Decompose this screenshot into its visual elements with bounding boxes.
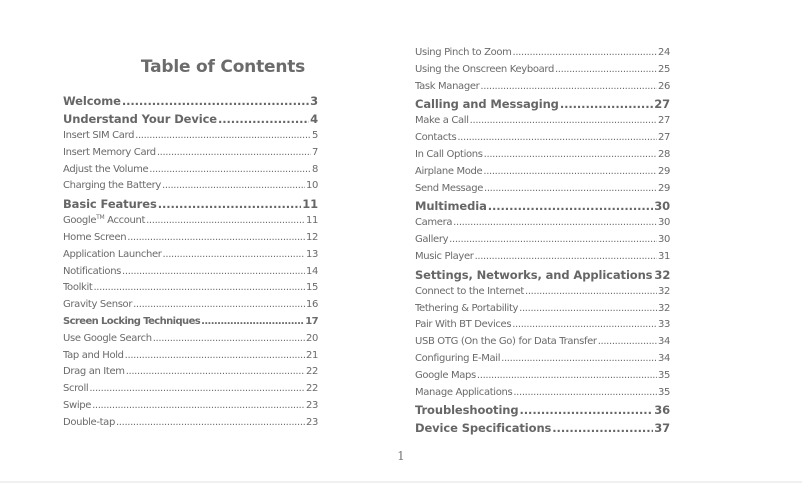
toc-entry-page-number: 37	[654, 421, 670, 436]
toc-entry-page-number: 12	[305, 231, 318, 243]
toc-entry-label: Airplane Mode	[415, 165, 483, 177]
dot-leader	[116, 415, 305, 432]
toc-entry-label: Settings, Networks, and Applications	[415, 267, 653, 282]
toc-entry[interactable]	[63, 280, 318, 297]
dot-leader	[153, 331, 305, 348]
dot-leader	[484, 147, 657, 164]
toc-entry[interactable]	[415, 385, 670, 402]
toc-section-heading[interactable]	[415, 419, 670, 437]
toc-section-heading[interactable]	[63, 110, 318, 128]
dot-leader	[560, 95, 653, 113]
dot-leader	[598, 334, 657, 351]
dot-leader	[453, 215, 657, 232]
dot-leader	[488, 197, 653, 215]
toc-entry-page-number: 26	[657, 80, 670, 92]
toc-entry-page-number: 33	[657, 319, 670, 331]
toc-entry[interactable]	[63, 247, 318, 264]
toc-entry[interactable]	[415, 164, 670, 181]
toc-entry-label: Charging the Battery	[63, 180, 161, 192]
dot-leader	[122, 92, 309, 110]
toc-entry[interactable]	[415, 181, 670, 198]
toc-entry[interactable]	[415, 113, 670, 130]
toc-entry-label: Pair With BT Devices	[415, 319, 512, 331]
toc-entry[interactable]	[415, 368, 670, 385]
dot-leader	[157, 145, 311, 162]
toc-entry-page-number: 13	[305, 248, 318, 260]
toc-entry-label: Device Specifications	[415, 421, 552, 436]
toc-entry-label: Adjust the Volume	[63, 163, 149, 175]
dot-leader	[146, 213, 305, 230]
toc-entry-page-number: 28	[657, 148, 670, 160]
toc-section-heading[interactable]	[415, 266, 670, 284]
toc-entry-page-number: 24	[657, 47, 670, 58]
toc-entry-page-number: 34	[657, 352, 670, 364]
toc-entry-label: Gallery	[415, 234, 449, 246]
dot-leader	[449, 232, 657, 249]
toc-entry-page-number: 30	[654, 199, 670, 214]
toc-entry-label: Multimedia	[415, 199, 487, 214]
toc-entry-label: Insert SIM Card	[63, 130, 135, 141]
toc-entry-page-number: 29	[657, 182, 670, 194]
dot-leader	[93, 280, 305, 297]
toc-entry-page-number: 23	[305, 399, 318, 411]
toc-entry-page-number: 16	[305, 299, 318, 311]
toc-entry-label: Calling and Messaging	[415, 97, 559, 112]
toc-entry-page-number: 35	[657, 386, 670, 398]
toc-entry-label: Task Manager	[415, 80, 480, 92]
toc-entry-page-number: 23	[305, 416, 318, 428]
toc-entry[interactable]	[415, 301, 670, 318]
dot-leader	[158, 195, 302, 213]
toc-entry[interactable]	[63, 128, 318, 145]
toc-entry-page-number: 27	[654, 97, 670, 112]
toc-entry-label: Contacts	[415, 132, 457, 144]
toc-entry-page-number: 30	[657, 234, 670, 246]
toc-entry-page-number: 21	[305, 349, 318, 361]
toc-entry[interactable]	[415, 79, 670, 96]
dot-leader	[480, 79, 657, 96]
toc-entry-label: Use Google Search	[63, 332, 152, 344]
dot-leader	[162, 178, 305, 195]
toc-section-heading[interactable]	[63, 92, 318, 110]
dot-leader	[92, 398, 305, 415]
toc-entry-label: Understand Your Device	[63, 112, 217, 126]
toc-entry-page-number: 20	[305, 332, 318, 344]
toc-entry[interactable]	[415, 62, 670, 79]
dot-leader	[201, 314, 304, 331]
toc-entry-label: Double-tap	[63, 416, 115, 428]
dot-leader	[525, 284, 657, 301]
toc-entry[interactable]	[63, 145, 318, 162]
toc-entry[interactable]	[415, 232, 670, 249]
dot-leader	[457, 130, 657, 147]
toc-section-heading[interactable]	[63, 195, 318, 213]
toc-entry-label: Configuring E-Mail	[415, 352, 501, 364]
toc-entry-page-number: 31	[657, 250, 670, 262]
toc-entry[interactable]	[415, 317, 670, 334]
toc-entry-page-number: 34	[657, 336, 670, 348]
toc-entry-label: Home Screen	[63, 231, 127, 243]
toc-entry-label: Music Player	[415, 250, 474, 262]
toc-entry[interactable]	[415, 249, 670, 266]
toc-entry-page-number: 8	[311, 163, 318, 175]
toc-entry-page-number: 10	[305, 180, 318, 192]
dot-leader	[501, 351, 657, 368]
toc-entry-label: Swipe	[63, 399, 92, 411]
dot-leader	[477, 368, 657, 385]
toc-entry-label: Using the Onscreen Keyboard	[415, 63, 554, 75]
toc-entry-label: Connect to the Internet	[415, 285, 524, 297]
toc-entry[interactable]	[63, 264, 318, 281]
toc-entry-label: Gravity Sensor	[63, 299, 133, 311]
dot-leader	[89, 381, 305, 398]
toc-entry-page-number: 27	[657, 132, 670, 144]
toc-entry-label: Camera	[415, 217, 453, 229]
toc-entry-page-number: 29	[657, 165, 670, 177]
toc-entry-page-number: 17	[305, 315, 318, 327]
trademark-superscript: TM	[96, 214, 105, 222]
toc-entry-page-number: 7	[311, 146, 318, 158]
toc-entry[interactable]	[63, 348, 318, 365]
toc-entry-label: Application Launcher	[63, 248, 162, 260]
toc-section-heading[interactable]	[415, 95, 670, 113]
toc-entry-label: Send Message	[415, 182, 483, 194]
toc-entry-page-number: 11	[302, 197, 318, 212]
toc-entry-label: Basic Features	[63, 197, 157, 212]
toc-entry[interactable]	[63, 415, 318, 432]
toc-entry-page-number: 22	[305, 366, 318, 378]
toc-entry[interactable]	[415, 130, 670, 147]
dot-leader	[520, 401, 654, 419]
toc-entry[interactable]	[63, 213, 318, 230]
dot-leader	[512, 317, 657, 334]
dot-leader	[513, 45, 657, 62]
toc-entry-page-number: 32	[657, 285, 670, 297]
dot-leader	[125, 348, 305, 365]
toc-entry-page-number: 22	[305, 383, 318, 395]
toc-entry-page-number: 35	[657, 369, 670, 381]
dot-leader	[475, 249, 657, 266]
dot-leader	[218, 110, 309, 128]
toc-entry-label: Scroll	[63, 383, 89, 395]
toc-entry-label: Google™ Account	[63, 214, 146, 227]
toc-section-heading[interactable]	[415, 401, 670, 419]
page-title: Table of Contents	[140, 57, 306, 77]
dot-leader	[555, 62, 657, 79]
dot-leader	[149, 162, 311, 179]
toc-entry-label: In Call Options	[415, 148, 483, 160]
toc-entry-label: Tethering & Portability	[415, 302, 519, 314]
toc-entry[interactable]	[415, 351, 670, 368]
toc-entry-label: Tap and Hold	[63, 349, 124, 361]
toc-entry-page-number: 11	[305, 215, 318, 227]
toc-entry-label: Toolkit	[63, 282, 93, 294]
toc-entry-label: USB OTG (On the Go) for Data Transfer	[415, 336, 597, 348]
toc-entry-page-number: 32	[654, 267, 670, 282]
toc-entry-page-number: 25	[657, 63, 670, 75]
toc-entry[interactable]	[415, 215, 670, 232]
dot-leader	[126, 364, 305, 381]
toc-entry[interactable]	[415, 284, 670, 301]
toc-entry-label: Welcome	[63, 94, 121, 108]
dot-leader	[519, 301, 657, 318]
toc-entry-page-number: 15	[305, 282, 318, 294]
toc-entry-label: Make a Call	[415, 115, 469, 127]
dot-leader	[513, 385, 657, 402]
toc-entry-page-number: 27	[657, 115, 670, 127]
toc-entry-page-number: 14	[305, 265, 318, 277]
toc-right-column	[415, 45, 670, 437]
dot-leader	[135, 128, 311, 145]
dot-leader	[470, 113, 657, 130]
dot-leader	[484, 181, 657, 198]
toc-entry[interactable]	[63, 162, 318, 179]
toc-left-column	[63, 92, 318, 432]
toc-entry[interactable]	[63, 297, 318, 314]
toc-entry-page-number: 4	[310, 112, 318, 126]
toc-entry[interactable]	[63, 331, 318, 348]
toc-entry-page-number: 5	[311, 130, 318, 141]
dot-leader	[127, 230, 305, 247]
toc-entry[interactable]	[63, 230, 318, 247]
dot-leader	[163, 247, 305, 264]
dot-leader	[122, 264, 305, 281]
toc-entry[interactable]	[415, 45, 670, 62]
toc-entry-label: Google Maps	[415, 369, 476, 381]
toc-entry-page-number: 32	[657, 302, 670, 314]
toc-entry-label: Troubleshooting	[415, 403, 519, 418]
dot-leader	[483, 164, 657, 181]
toc-entry-page-number: 36	[654, 403, 670, 418]
page-number: 1	[397, 449, 405, 463]
toc-entry-label: Drag an Item	[63, 366, 125, 378]
toc-entry[interactable]	[63, 364, 318, 381]
toc-section-heading[interactable]	[415, 197, 670, 215]
toc-section-heading[interactable]	[63, 314, 318, 331]
toc-entry[interactable]	[63, 381, 318, 398]
toc-entry-label: Manage Applications	[415, 386, 513, 398]
toc-entry-page-number: 3	[310, 94, 318, 108]
toc-entry[interactable]	[415, 147, 670, 164]
dot-leader	[133, 297, 305, 314]
dot-leader	[552, 419, 653, 437]
toc-entry-page-number: 30	[657, 217, 670, 229]
toc-entry-label: Using Pinch to Zoom	[415, 47, 512, 58]
toc-entry-label: Insert Memory Card	[63, 146, 156, 158]
toc-entry-label: Notifications	[63, 265, 122, 277]
toc-entry-label: Screen Locking Techniques	[63, 315, 201, 327]
toc-entry[interactable]	[415, 334, 670, 351]
toc-entry[interactable]	[63, 178, 318, 195]
toc-entry[interactable]	[63, 398, 318, 415]
